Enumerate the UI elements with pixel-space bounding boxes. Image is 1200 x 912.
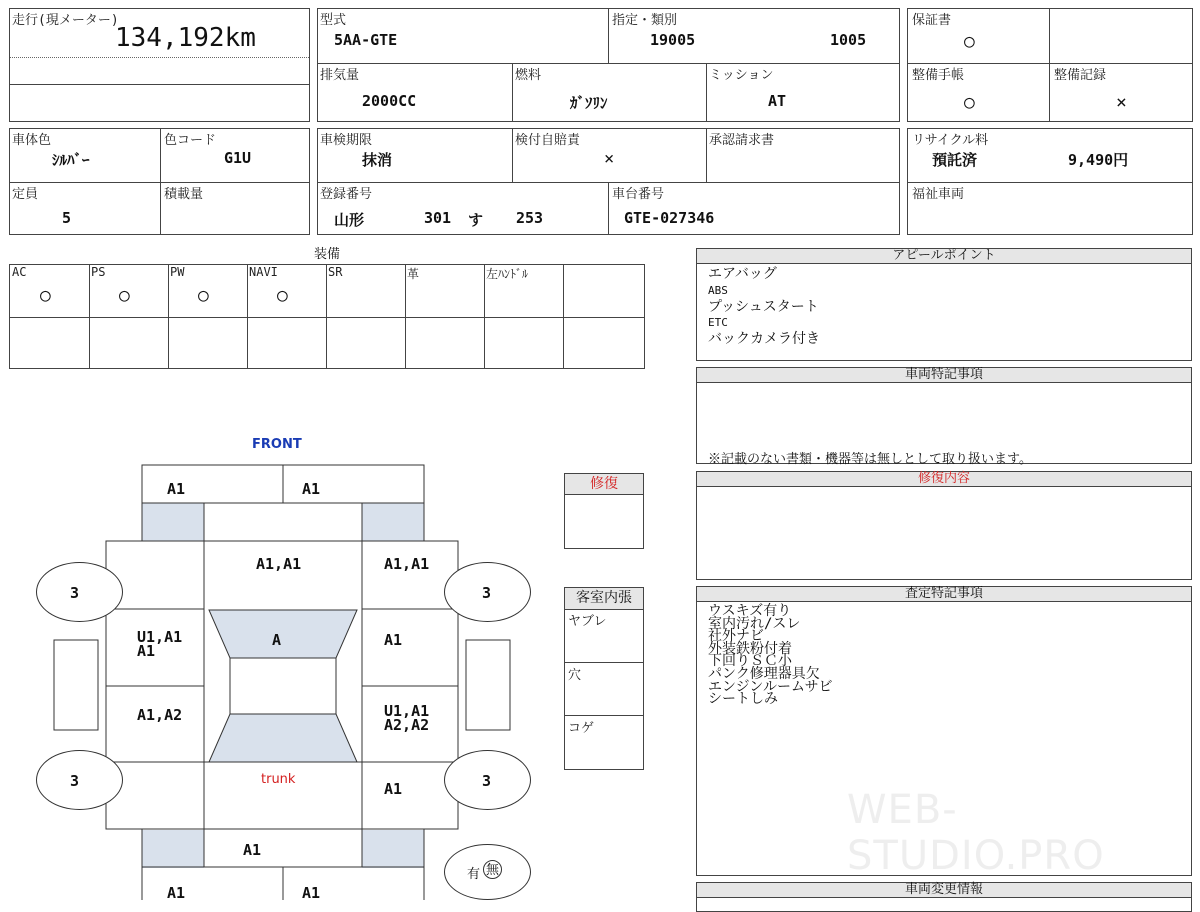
damage-rear-right: A1 — [384, 780, 403, 798]
recycle-status: 預託済 — [932, 151, 978, 169]
transmission-label: ミッション — [709, 68, 774, 83]
appeal-line: エアバッグ — [708, 266, 777, 282]
tire-fl-value: 3 — [70, 584, 80, 602]
capacity-label: 定員 — [12, 187, 39, 202]
interior-row-burn: コゲ — [568, 721, 595, 736]
appeal-line: ABS — [708, 283, 728, 297]
damage-left-front-2: A1 — [137, 642, 156, 660]
color-label: 車体色 — [12, 133, 52, 148]
mileage-value: 134,192km — [115, 23, 256, 53]
assessment-line: パンク修理器具欠 — [708, 665, 820, 682]
front-label: FRONT — [252, 437, 302, 452]
designation-value: 19005 — [650, 31, 696, 49]
special-notes-title: 車両特記事項 — [696, 367, 1192, 383]
assessment-line: エンジンルームサビ — [708, 678, 833, 695]
mileage-label: 走行(現メーター) — [12, 13, 119, 28]
damage-upper-right: A1,A1 — [384, 555, 430, 573]
reg-region: 山形 — [334, 211, 365, 229]
assessment-line: 社外ナビ — [708, 628, 764, 645]
welfare-label: 福祉車両 — [912, 187, 965, 202]
service-record-label: 整備記録 — [1054, 68, 1107, 83]
interior-row-tear: ヤブレ — [568, 614, 607, 629]
chassis-value: GTE-027346 — [624, 209, 715, 227]
equipment-item-label: 革 — [407, 267, 420, 281]
damage-right-front: A1 — [384, 631, 403, 649]
insurance-value: × — [604, 149, 615, 169]
damage-top-right: A1 — [302, 480, 321, 498]
class-value: 1005 — [830, 31, 867, 49]
fuel-value: ｶﾞｿﾘﾝ — [570, 94, 608, 112]
approval-label: 承認請求書 — [709, 133, 775, 148]
spare-yes: 有 — [467, 867, 481, 882]
model-value: 5AA-GTE — [334, 31, 398, 49]
damage-upper-mid: A1,A1 — [256, 555, 302, 573]
damage-rear-mid: A1 — [243, 841, 262, 859]
service-book-label: 整備手帳 — [912, 68, 965, 83]
recycle-label: リサイクル料 — [912, 133, 989, 148]
color-code-value: G1U — [224, 149, 252, 167]
damage-right-rear-2: A2,A2 — [384, 716, 430, 734]
equipment-item-value: ○ — [277, 285, 288, 306]
load-label: 積載量 — [164, 187, 204, 202]
capacity-value: 5 — [62, 209, 72, 227]
damage-bottom-right: A1 — [302, 884, 321, 902]
equipment-item-label: PS — [91, 265, 106, 279]
transmission-value: AT — [768, 92, 787, 110]
interior-title: 客室内張 — [564, 587, 644, 610]
appeal-title: アピールポイント — [696, 248, 1192, 264]
equipment-item-value: ○ — [40, 285, 51, 306]
appeal-line: プッシュスタート — [708, 298, 819, 315]
assessment-line: ウスキズ有り — [708, 603, 792, 619]
displacement-label: 排気量 — [320, 68, 360, 83]
equipment-item-label: 左ﾊﾝﾄﾞﾙ — [486, 267, 529, 281]
assessment-line: 外装鉄粉付着 — [708, 640, 792, 657]
equipment-title: 装備 — [9, 248, 645, 265]
changes-title: 車両変更情報 — [696, 882, 1192, 898]
tire-front-left — [36, 562, 123, 622]
assessment-line: シートしみ — [708, 691, 778, 708]
damage-windshield: A — [272, 631, 282, 649]
color-code-label: 色コード — [164, 133, 217, 148]
inspection-label: 車検期限 — [320, 133, 373, 148]
damage-left-rear: A1,A2 — [137, 706, 183, 724]
service-record-value: × — [1116, 92, 1127, 113]
equipment-item-label: AC — [12, 265, 27, 279]
special-notes-footer: ※記載のない書類・機器等は無しとして取り扱います。 — [708, 452, 1032, 467]
service-book-value: ○ — [964, 92, 975, 113]
trunk-label: trunk — [261, 772, 296, 787]
registration-label: 登録番号 — [320, 187, 373, 202]
appeal-line: バックカメラ付き — [708, 331, 820, 348]
watermark: WEB-STUDIO.PRO — [847, 787, 1105, 879]
repair-details-title: 修復内容 — [696, 471, 1192, 487]
equipment-item-value: ○ — [198, 285, 209, 306]
reg-class: 301 — [424, 209, 452, 227]
repair-box-title: 修復 — [564, 473, 644, 495]
assessment-title: 査定特記事項 — [696, 586, 1192, 602]
recycle-amount: 9,490円 — [1068, 151, 1129, 169]
equipment-item-label: NAVI — [249, 265, 278, 279]
inspection-value: 抹消 — [362, 151, 393, 169]
model-label: 型式 — [320, 13, 347, 28]
fuel-label: 燃料 — [515, 68, 542, 83]
tire-rl-value: 3 — [70, 772, 80, 790]
reg-kana: す — [468, 211, 484, 229]
equipment-item-label: SR — [328, 265, 343, 279]
appeal-line: ETC — [708, 316, 728, 330]
chassis-label: 車台番号 — [612, 187, 665, 202]
reg-number: 253 — [516, 209, 544, 227]
tire-rear-left — [36, 750, 123, 810]
equipment-item-value: ○ — [119, 285, 130, 306]
assessment-line: 下回りＳＣ小 — [708, 653, 792, 670]
damage-top-left: A1 — [167, 480, 186, 498]
tire-rr-value: 3 — [482, 772, 492, 790]
insurance-label: 検付自賠責 — [515, 133, 581, 148]
warranty-value: ○ — [964, 31, 975, 52]
warranty-label: 保証書 — [912, 13, 952, 28]
damage-left-front-1: U1,A1 — [137, 628, 183, 646]
color-value: ｼﾙﾊﾞｰ — [52, 151, 90, 169]
designation-label: 指定・類別 — [612, 13, 678, 28]
tire-fr-value: 3 — [482, 584, 492, 602]
interior-row-hole: 穴 — [568, 668, 582, 683]
displacement-value: 2000CC — [362, 92, 417, 110]
spare-no: 無 — [483, 860, 502, 879]
damage-right-rear-1: U1,A1 — [384, 702, 430, 720]
damage-bottom-left: A1 — [167, 884, 186, 902]
equipment-item-label: PW — [170, 265, 185, 279]
assessment-line: 室内汚れ/スレ — [708, 615, 801, 632]
